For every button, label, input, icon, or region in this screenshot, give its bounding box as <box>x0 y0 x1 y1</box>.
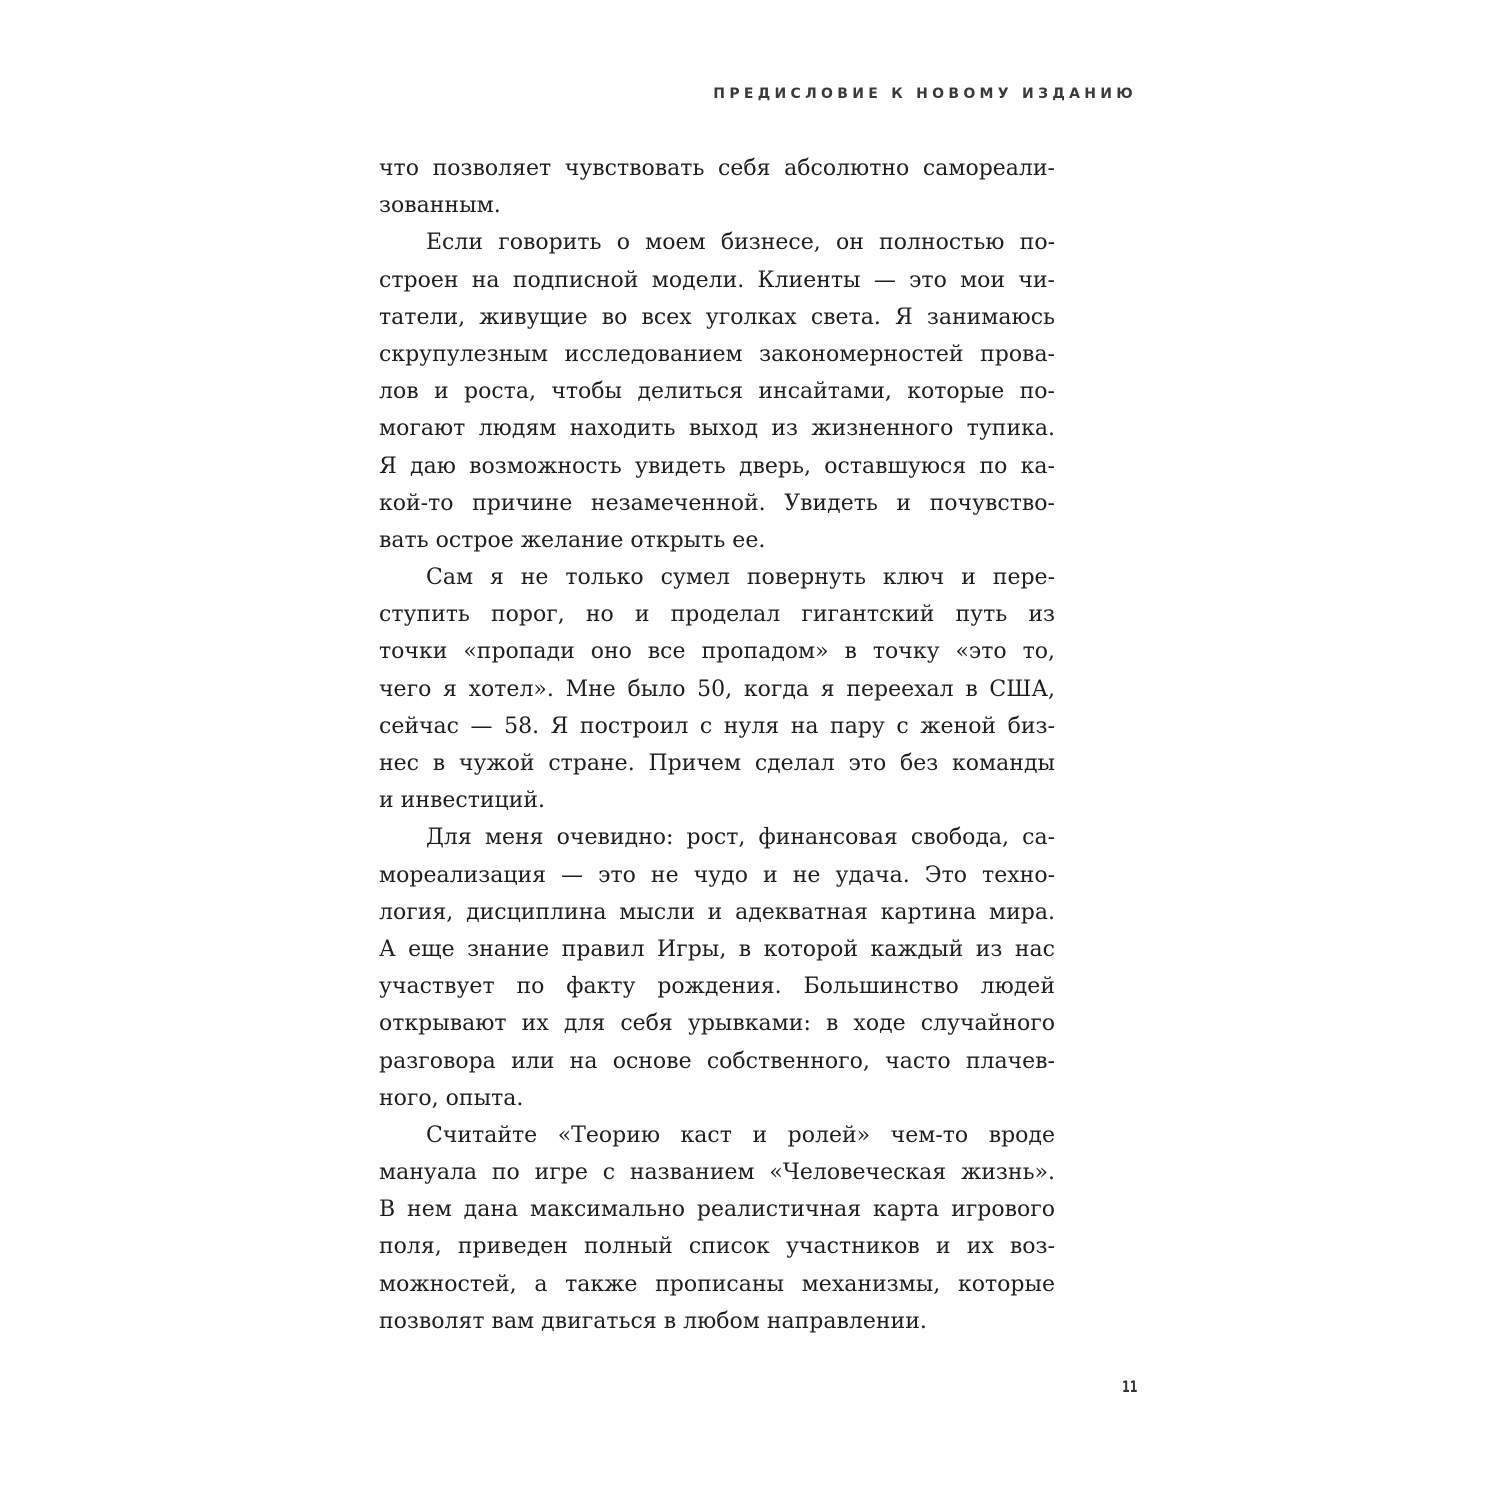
text-line: Я даю возможность увидеть дверь, оставшуюся по ка- <box>379 453 1055 479</box>
text-line: и инвестиций. <box>379 788 546 814</box>
text-line: позволят вам двигаться в любом направлении. <box>379 1308 927 1334</box>
text-line: ного, опыта. <box>379 1085 524 1111</box>
text-line: вать острое желание открыть ее. <box>379 527 766 553</box>
text-line: точки «пропади оно все пропадом» в точку «это то, <box>379 639 1055 665</box>
text-line: Если говорить о моем бизнесе, он полностью по- <box>426 230 1055 256</box>
text-line: логия, дисциплина мысли и адекватная картина мира. <box>379 899 1055 925</box>
paragraph <box>379 559 1055 819</box>
text-line: открывают их для себя урывками: в ходе случайного <box>379 1011 1055 1037</box>
text-line: татели, живущие во всех уголках света. Я занимаюсь <box>379 304 1055 330</box>
text-line: разговора или на основе собственного, часто плачев- <box>379 1048 1055 1074</box>
text-line: Сам я не только сумел повернуть ключ и пере- <box>426 565 1055 591</box>
page-number: 11 <box>1122 1377 1138 1396</box>
text-line: участвует по факту рождения. Большинство людей <box>379 974 1055 1000</box>
text-line: нес в чужой стране. Причем сделал это без команды <box>379 751 1055 776</box>
text-line: Считайте «Теорию каст и ролей» чем-то вроде <box>426 1122 1055 1148</box>
running-head: ПРЕДИСЛОВИЕ К НОВОМУ ИЗДАНИЮ <box>713 86 1137 102</box>
text-line: строен на подписной модели. Клиенты — это мои чи- <box>379 267 1055 293</box>
text-line: В нем дана максимально реалистичная карта игрового <box>379 1197 1055 1223</box>
text-line: скрупулезным исследованием закономерностей прова- <box>379 341 1055 367</box>
paragraph <box>379 1117 1055 1340</box>
paragraph <box>379 224 1055 559</box>
text-line: мануала по игре с названием «Человеческая жизнь». <box>379 1160 1055 1186</box>
text-line: ступить порог, но и проделал гигантский путь из <box>379 602 1055 628</box>
text-line: лов и роста, чтобы делиться инсайтами, которые по- <box>379 379 1055 405</box>
text-line: А еще знание правил Игры, в которой каждый из нас <box>379 936 1055 962</box>
text-line: поля, приведен полный список участников и их воз- <box>379 1234 1055 1260</box>
text-line: Для меня очевидно: рост, финансовая свобода, са- <box>426 825 1055 851</box>
text-line: можностей, а также прописаны механизмы, которые <box>379 1271 1055 1297</box>
text-line: могают людям находить выход из жизненного тупика. <box>379 416 1055 442</box>
text-line: кой-то причине незамеченной. Увидеть и почувство- <box>379 490 1055 516</box>
text-line: зованным. <box>379 193 501 219</box>
body-text <box>379 150 1055 1340</box>
paragraph <box>379 819 1055 1117</box>
text-line: что позволяет чувствовать себя абсолютно самореали- <box>379 156 1055 181</box>
text-line: мореализация — это не чудо и не удача. Это техно- <box>379 862 1055 888</box>
text-line: чего я хотел». Мне было 50, когда я переехал в США, <box>379 676 1055 702</box>
paragraph <box>379 150 1055 224</box>
text-line: сейчас — 58. Я построил с нуля на пару с женой биз- <box>379 713 1055 739</box>
